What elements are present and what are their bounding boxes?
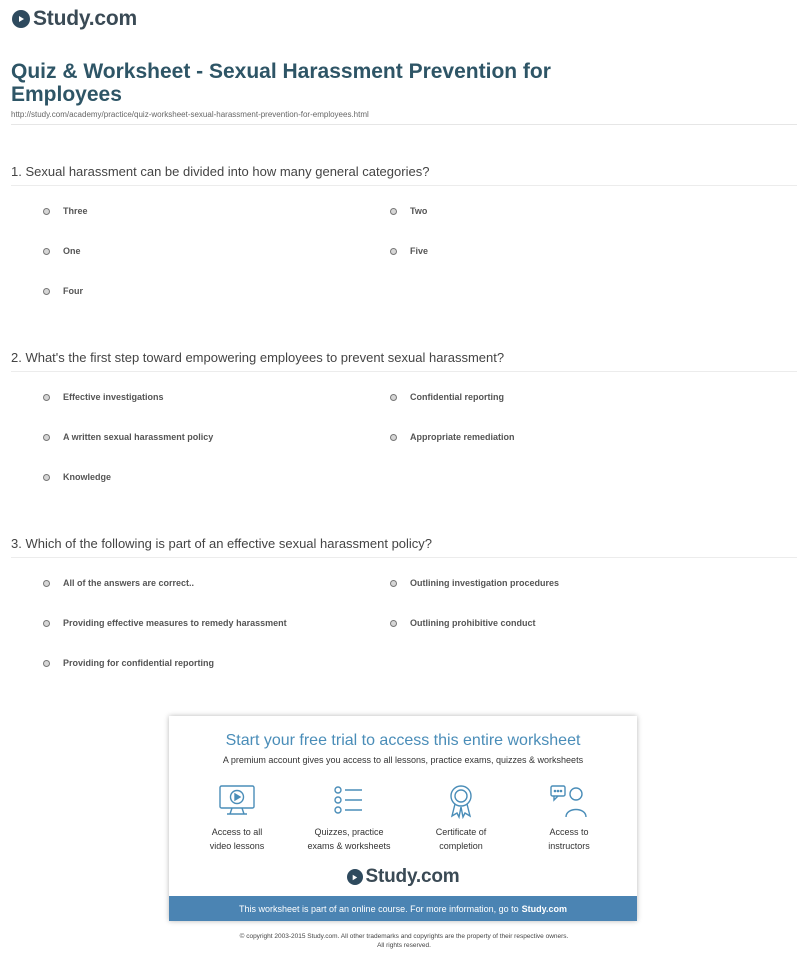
instructor-icon xyxy=(549,783,589,819)
radio-button[interactable] xyxy=(390,580,397,587)
answer-option[interactable] xyxy=(43,392,164,402)
answer-label: Effective investigations xyxy=(63,392,164,402)
answer-label: Providing for confidential reporting xyxy=(63,658,215,668)
answer-label: Outlining investigation procedures xyxy=(410,578,560,588)
radio-button[interactable] xyxy=(43,620,50,627)
radio-button[interactable] xyxy=(43,660,50,667)
answer-label: Knowledge xyxy=(63,472,112,482)
copyright-line2: All rights reserved. xyxy=(377,942,431,949)
answer-option[interactable] xyxy=(390,618,536,628)
feature-label-line1: Certificate of xyxy=(435,827,487,837)
feature-label-line1: Access to all xyxy=(211,827,263,837)
answer-option[interactable] xyxy=(390,392,504,402)
free-trial-promo[interactable] xyxy=(169,716,637,921)
question-2 xyxy=(11,350,797,372)
quiz-list-icon xyxy=(329,783,369,819)
feature-quizzes xyxy=(291,783,407,853)
play-icon xyxy=(12,10,30,28)
question-text: 2. What's the first step toward empowering employees to prevent sexual harassment? xyxy=(11,350,505,365)
radio-button[interactable] xyxy=(43,474,50,481)
radio-button[interactable] xyxy=(390,208,397,215)
study-link[interactable]: Study.com xyxy=(521,903,567,914)
feature-certificate xyxy=(403,783,519,853)
page-title: Quiz & Worksheet - Sexual Harassment Prevention for Employees xyxy=(11,60,551,106)
answer-option[interactable] xyxy=(390,246,428,256)
radio-button[interactable] xyxy=(390,394,397,401)
answer-label: One xyxy=(63,246,81,256)
logo-text: Study.com xyxy=(365,866,460,887)
answer-label: Providing effective measures to remedy harassment xyxy=(63,618,287,628)
answer-label: Confidential reporting xyxy=(410,392,504,402)
radio-button[interactable] xyxy=(390,620,397,627)
question-divider xyxy=(11,185,797,186)
promo-info-bar xyxy=(169,896,637,921)
header-divider xyxy=(11,124,797,125)
promo-study-logo[interactable] xyxy=(169,866,637,888)
study-logo[interactable] xyxy=(12,7,137,31)
answer-option[interactable] xyxy=(43,432,213,442)
answer-label: All of the answers are correct.. xyxy=(63,578,195,588)
question-1 xyxy=(11,164,797,186)
feature-label-line1: Access to xyxy=(549,827,589,837)
logo-text: Study.com xyxy=(33,7,137,30)
radio-button[interactable] xyxy=(43,248,50,255)
question-divider xyxy=(11,557,797,558)
radio-button[interactable] xyxy=(43,434,50,441)
feature-label-line2: exams & worksheets xyxy=(307,841,391,851)
copyright xyxy=(0,932,808,950)
radio-button[interactable] xyxy=(43,580,50,587)
radio-button[interactable] xyxy=(43,394,50,401)
certificate-icon xyxy=(441,783,481,819)
answer-label: Two xyxy=(410,206,428,216)
answer-option[interactable] xyxy=(390,432,515,442)
answer-option[interactable] xyxy=(390,578,559,588)
question-divider xyxy=(11,371,797,372)
video-lesson-icon xyxy=(217,783,257,819)
answer-label: Outlining prohibitive conduct xyxy=(410,618,536,628)
answer-option[interactable] xyxy=(43,286,83,296)
radio-button[interactable] xyxy=(390,434,397,441)
answer-option[interactable] xyxy=(43,658,214,668)
answer-option[interactable] xyxy=(43,618,287,628)
radio-button[interactable] xyxy=(43,288,50,295)
answer-option[interactable] xyxy=(43,206,88,216)
question-text: 3. Which of the following is part of an effective sexual harassment policy? xyxy=(11,536,433,551)
answer-option[interactable] xyxy=(43,472,111,482)
page-url: http://study.com/academy/practice/quiz-worksheet-sexual-harassment-prevention-for-employees.html xyxy=(11,110,369,119)
promo-title: Start your free trial to access this entire worksheet xyxy=(225,732,581,749)
radio-button[interactable] xyxy=(43,208,50,215)
radio-button[interactable] xyxy=(390,248,397,255)
answer-label: Five xyxy=(410,246,429,256)
feature-label-line2: video lessons xyxy=(209,841,265,851)
answer-label: A written sexual harassment policy xyxy=(63,432,214,442)
answer-label: Four xyxy=(63,286,83,296)
question-text: 1. Sexual harassment can be divided into how many general categories? xyxy=(11,164,430,179)
feature-video-lessons xyxy=(179,783,295,853)
question-3 xyxy=(11,536,797,558)
answer-option[interactable] xyxy=(43,246,81,256)
promo-bar-text: This worksheet is part of an online course. For more information, go to xyxy=(239,903,519,914)
feature-instructors xyxy=(511,783,627,853)
play-icon xyxy=(347,869,363,885)
answer-label: Appropriate remediation xyxy=(410,432,515,442)
copyright-line1: © copyright 2003-2015 Study.com. All other trademarks and copyrights are the property of their respective owners. xyxy=(239,933,569,940)
feature-label-line2: instructors xyxy=(548,841,590,851)
answer-label: Three xyxy=(63,206,88,216)
answer-option[interactable] xyxy=(43,578,194,588)
feature-label-line1: Quizzes, practice xyxy=(314,827,384,837)
promo-subtitle: A premium account gives you access to all lessons, practice exams, quizzes & worksheets xyxy=(222,755,584,765)
answer-option[interactable] xyxy=(390,206,427,216)
feature-label-line2: completion xyxy=(439,841,483,851)
